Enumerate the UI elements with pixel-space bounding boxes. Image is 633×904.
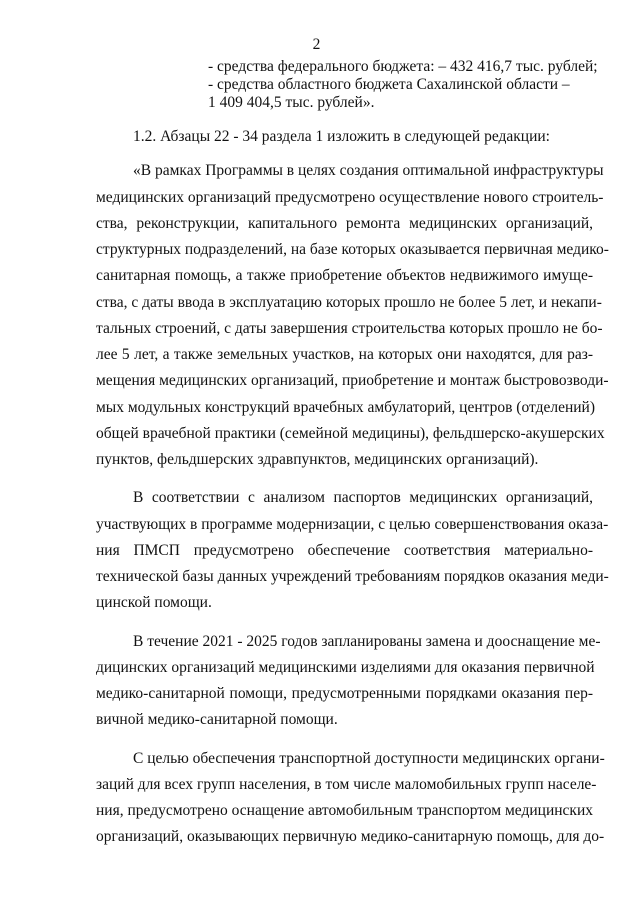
section-heading: 1.2. Абзацы 22 - 34 раздела 1 изложить в следующей редакции: bbox=[133, 128, 550, 145]
text-line: мещения медицинских организаций, приобретение и монтаж быстровозводи- bbox=[96, 372, 609, 390]
text-line: В течение 2021 - 2025 годов запланированы замена и дооснащение ме- bbox=[133, 632, 601, 650]
budget-line-federal: - средства федерального бюджета: – 432 416,7 тыс. рублей; bbox=[208, 58, 598, 75]
paragraph-equipment bbox=[96, 629, 601, 734]
text-line: тальных строений, с даты завершения строительства которых прошло не бо- bbox=[96, 319, 603, 337]
paragraph-infrastructure bbox=[96, 158, 609, 473]
text-line: санитарная помощь, а также приобретение объектов недвижимого имуще- bbox=[96, 267, 593, 285]
text-line: ства, с даты ввода в эксплуатацию которых прошло не более 5 лет, и некапи- bbox=[96, 293, 602, 311]
text-line: дицинских организаций медицинскими изделиями для оказания первичной bbox=[96, 658, 595, 676]
text-line: организаций, оказывающих первичную медико-санитарную помощь, для до- bbox=[96, 828, 605, 846]
text-line: В соответствии с анализом паспортов медицинских организаций, bbox=[133, 489, 593, 507]
text-line: ния ПМСП предусмотрено обеспечение соответствия материально- bbox=[96, 541, 593, 559]
text-line: структурных подразделений, на базе которых оказывается первичная медико- bbox=[96, 241, 609, 258]
text-line: пунктов, фельдшерских здравпунктов, медицинских организаций). bbox=[96, 451, 539, 468]
text-line: ния, предусмотрено оснащение автомобильным транспортом медицинских bbox=[96, 802, 593, 819]
document-body bbox=[96, 124, 609, 851]
text-line: С целью обеспечения транспортной доступности медицинских органи- bbox=[133, 749, 605, 767]
budget-line-regional-amount: 1 409 404,5 тыс. рублей». bbox=[208, 94, 375, 111]
page-number: 2 bbox=[312, 36, 321, 53]
text-line: заций для всех групп населения, в том числе маломобильных групп населе- bbox=[96, 775, 597, 793]
text-line: ства, реконструкции, капитального ремонта медицинских организаций, bbox=[96, 214, 593, 232]
budget-list bbox=[208, 58, 608, 112]
text-line: цинской помощи. bbox=[96, 594, 212, 612]
text-line: мых модульных конструкций врачебных амбулаторий, центров (отделений) bbox=[96, 398, 595, 416]
text-line: вичной медико-санитарной помощи. bbox=[96, 711, 338, 729]
paragraph-passports bbox=[96, 485, 609, 616]
text-line: «В рамках Программы в целях создания оптимальной инфраструктуры bbox=[133, 162, 604, 180]
text-line: технической базы данных учреждений требованиям порядков оказания меди- bbox=[96, 568, 609, 585]
text-line: участвующих в программе модернизации, с целью совершенствования оказа- bbox=[96, 515, 609, 533]
text-line: медицинских организаций предусмотрено осуществление нового строитель- bbox=[96, 188, 604, 206]
text-line: медико-санитарной помощи, предусмотренными порядками оказания пер- bbox=[96, 685, 593, 702]
text-line: общей врачебной практики (семейной медицины), фельдшерско-акушерских bbox=[96, 424, 605, 442]
paragraph-transport bbox=[96, 746, 605, 851]
budget-line-regional: - средства областного бюджета Сахалинской области – bbox=[208, 76, 570, 93]
text-line: лее 5 лет, а также земельных участков, на которых они находятся, для раз- bbox=[96, 346, 593, 363]
